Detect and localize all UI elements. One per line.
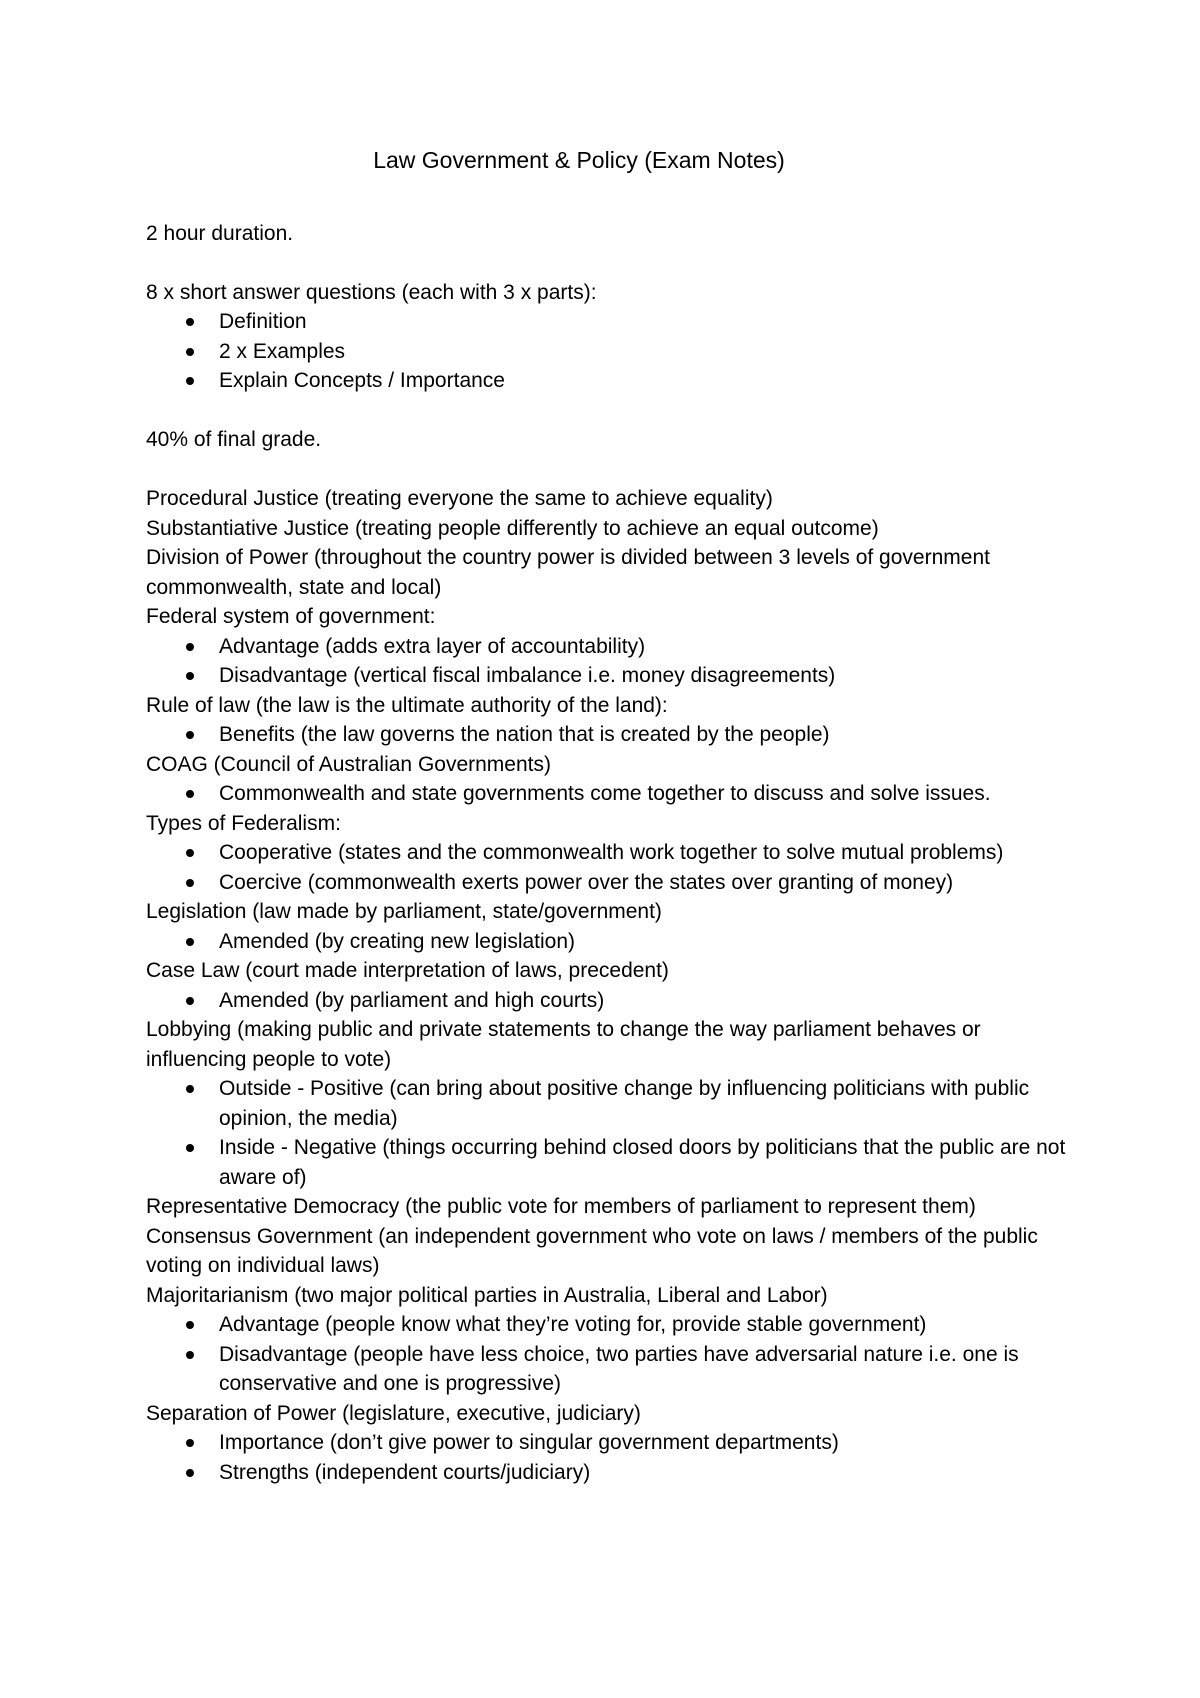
document-title: Law Government & Policy (Exam Notes) [373, 147, 785, 173]
separation-points-list [146, 1428, 1066, 1487]
bullet-icon [186, 643, 194, 651]
note-federal-system: Federal system of government: [146, 605, 436, 628]
list-item: Disadvantage (people have less choice, two parties have adversarial nature i.e. one is conservative and one is progressive) [146, 1340, 1066, 1399]
list-item: Importance (don’t give power to singular government departments) [146, 1428, 1066, 1458]
bullet-icon [186, 377, 194, 385]
note-case-law: Case Law (court made interpretation of laws, precedent) [146, 959, 669, 982]
bullet-icon [186, 849, 194, 857]
bullet-icon [186, 1439, 194, 1447]
question-parts-list [146, 307, 1066, 396]
bullet-icon [186, 1144, 194, 1152]
questions-intro: 8 x short answer questions (each with 3 x parts): [146, 280, 597, 304]
list-item: Strengths (independent courts/judiciary) [146, 1458, 1066, 1488]
spacer [146, 248, 1066, 278]
list-item: Explain Concepts / Importance [146, 366, 1066, 396]
note-division-of-power: Division of Power (throughout the country power is divided between 3 levels of government commonwealth, state and local) [146, 546, 990, 599]
federal-points-list [146, 632, 1066, 691]
spacer [146, 455, 1066, 485]
bullet-icon [186, 1351, 194, 1359]
note-separation-of-power: Separation of Power (legislature, executive, judiciary) [146, 1401, 641, 1425]
list-item: Definition [146, 307, 1066, 337]
bullet-icon [186, 731, 194, 739]
bullet-icon [186, 790, 194, 798]
bullet-icon [186, 997, 194, 1005]
spacer [146, 396, 1066, 426]
list-item: Outside - Positive (can bring about positive change by influencing politicians with public opinion, the media) [146, 1074, 1066, 1133]
list-item: Inside - Negative (things occurring behind closed doors by politicians that the public are not aware of) [146, 1133, 1066, 1192]
document-page [146, 146, 1066, 1487]
bullet-icon [186, 348, 194, 356]
majoritarianism-points-list [146, 1310, 1066, 1399]
list-item: Commonwealth and state governments come together to discuss and solve issues. [146, 779, 1066, 809]
bullet-icon [186, 1085, 194, 1093]
list-item: Amended (by parliament and high courts) [146, 986, 1066, 1016]
rule-of-law-points-list [146, 720, 1066, 750]
legislation-points-list [146, 927, 1066, 957]
list-item: Disadvantage (vertical fiscal imbalance i.e. money disagreements) [146, 661, 1066, 691]
note-rule-of-law: Rule of law (the law is the ultimate authority of the land): [146, 693, 668, 717]
bullet-icon [186, 1469, 194, 1477]
list-item: 2 x Examples [146, 337, 1066, 367]
bullet-icon [186, 1321, 194, 1329]
note-majoritarianism: Majoritarianism (two major political parties in Australia, Liberal and Labor) [146, 1283, 828, 1307]
note-procedural-justice: Procedural Justice (treating everyone the same to achieve equality) [146, 487, 773, 510]
list-item: Amended (by creating new legislation) [146, 927, 1066, 957]
list-item: Benefits (the law governs the nation that is created by the people) [146, 720, 1066, 750]
note-lobbying: Lobbying (making public and private statements to change the way parliament behaves or influencing people to vote) [146, 1018, 981, 1071]
lobbying-points-list [146, 1074, 1066, 1192]
list-item: Advantage (adds extra layer of accountability) [146, 632, 1066, 662]
note-coag: COAG (Council of Australian Governments) [146, 752, 551, 776]
note-types-of-federalism: Types of Federalism: [146, 811, 341, 835]
list-item: Advantage (people know what they’re voting for, provide stable government) [146, 1310, 1066, 1340]
note-representative-democracy: Representative Democracy (the public vote for members of parliament to represent them) [146, 1195, 976, 1218]
grade-share: 40% of final grade. [146, 428, 322, 451]
list-item: Cooperative (states and the commonwealth work together to solve mutual problems) [146, 838, 1066, 868]
types-points-list [146, 838, 1066, 897]
bullet-icon [186, 318, 194, 326]
case-law-points-list [146, 986, 1066, 1016]
bullet-icon [186, 938, 194, 946]
note-legislation: Legislation (law made by parliament, state/government) [146, 900, 662, 923]
list-item: Coercive (commonwealth exerts power over the states over granting of money) [146, 868, 1066, 898]
bullet-icon [186, 672, 194, 680]
note-consensus-government: Consensus Government (an independent government who vote on laws / members of the public voting on individual laws) [146, 1224, 1038, 1277]
note-substantive-justice: Substantiative Justice (treating people differently to achieve an equal outcome) [146, 516, 879, 540]
coag-points-list [146, 779, 1066, 809]
exam-duration: 2 hour duration. [146, 221, 294, 245]
bullet-icon [186, 879, 194, 887]
